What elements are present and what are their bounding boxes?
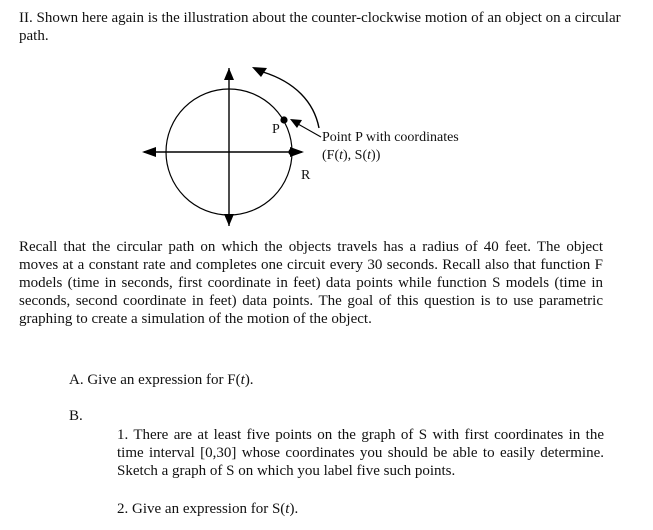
circle-diagram <box>130 64 510 232</box>
coord-mid: ), S( <box>343 148 368 163</box>
part-a-var-t: t <box>240 372 245 388</box>
point-r-dot <box>288 148 295 155</box>
part-a-text: A. Give an expression for F( <box>69 372 241 388</box>
coord-var-t: t <box>339 148 344 163</box>
recall-paragraph: Recall that the circular path on which the objects travels has a radius of 40 feet. The object moves at a constant rate and completes one circuit every 30 seconds. Recall also that function F models (time in seconds, first coordinate in feet) data points while function S models (time in seconds, second coordinate in feet) data points. The goal of this question is to use parametric graphing to create a simulation of the motion of the object. <box>19 239 603 327</box>
point-p-dot <box>280 116 287 123</box>
y-axis-down-arrow-icon <box>224 214 234 226</box>
part-b-item-1: 1. There are at least five points on the graph of S with first coordinates in the time interval [0,30] whose coordinates you should be able to easily determine. Sketch a graph of S on which you label five such points. <box>117 427 604 479</box>
y-axis-up-arrow-icon <box>224 68 234 80</box>
circular-motion-figure <box>130 64 510 232</box>
part-a-question <box>69 371 254 389</box>
coordinates-caption-line1: Point P with coordinates <box>322 130 459 145</box>
part-b-item-2-suffix: ). <box>289 501 299 517</box>
point-p-label: P <box>272 122 280 137</box>
part-a-suffix: ). <box>244 372 254 388</box>
coordinates-caption-line2 <box>322 148 380 164</box>
x-axis-left-arrow-icon <box>142 147 156 157</box>
point-r-label: R <box>301 168 311 183</box>
part-b-item-2-var-t: t <box>285 501 290 517</box>
part-b-item-2 <box>117 500 298 518</box>
point-p-pointer-arrow-icon <box>290 119 302 128</box>
part-b-item-2-text: 2. Give an expression for S( <box>117 501 286 517</box>
intro-paragraph: II. Shown here again is the illustration about the counter-clockwise motion of an object on a circular path. <box>19 10 621 44</box>
coord-var-t: t <box>367 148 372 163</box>
part-b-label: B. <box>69 408 83 424</box>
point-p-pointer <box>298 124 321 137</box>
coord-suffix: )) <box>371 148 381 163</box>
coord-prefix: (F( <box>322 148 340 163</box>
